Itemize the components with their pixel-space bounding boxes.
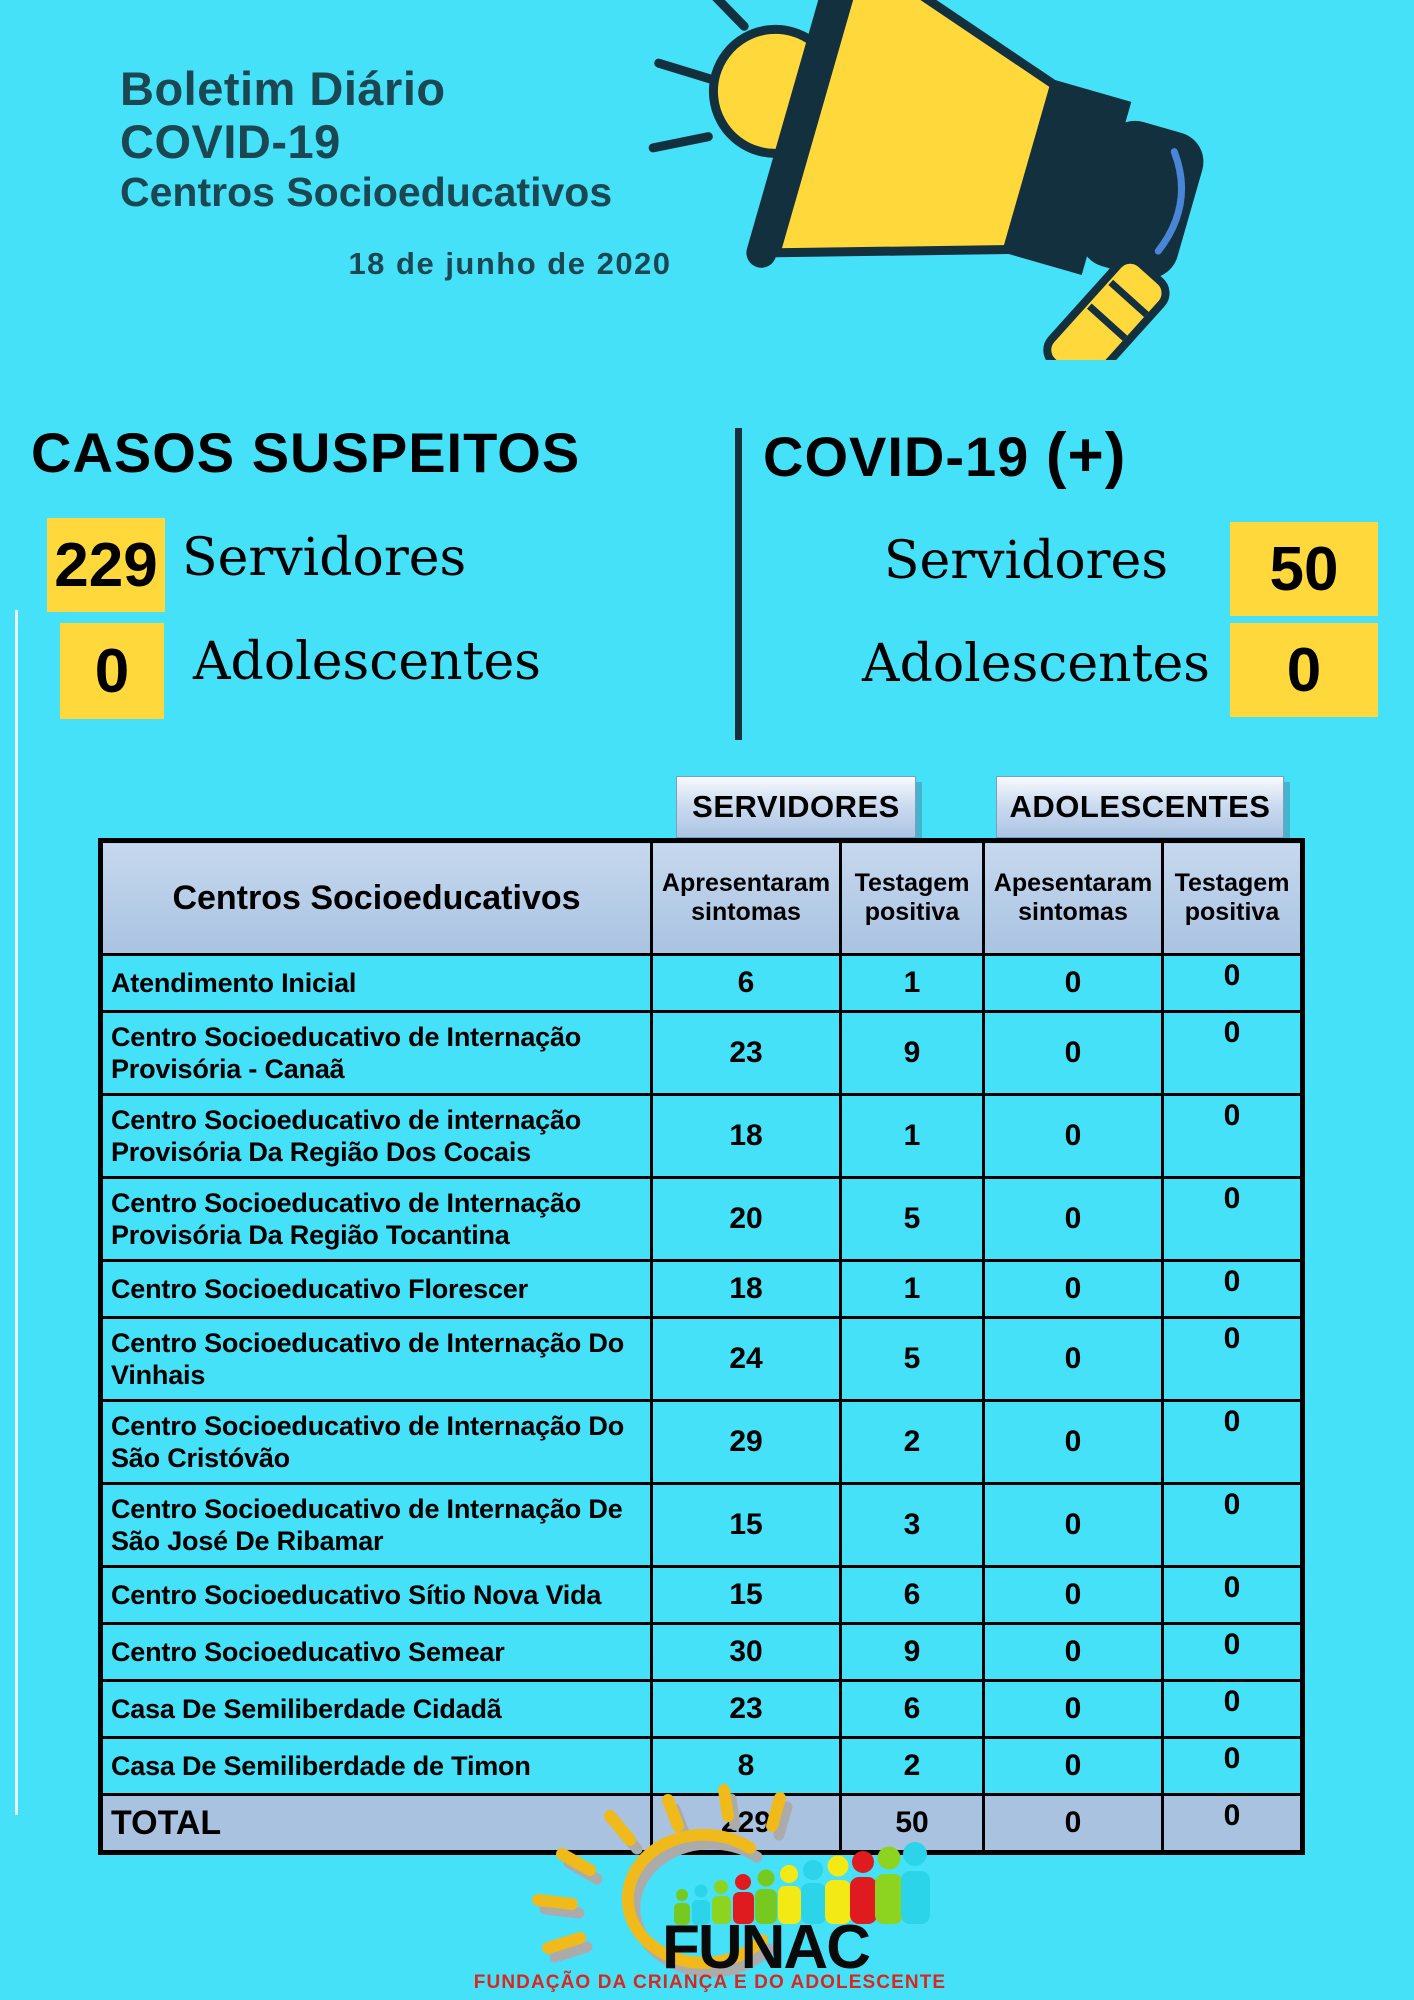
serv-symptoms-value: 6 [652,955,841,1012]
table-row [101,1681,1303,1738]
adol-positive-value: 0 [1163,1484,1303,1567]
adol-symptoms-value: 0 [984,1318,1163,1401]
bulletin-date: 18 de junho de 2020 [348,246,672,281]
serv-positive-value: 3 [841,1484,984,1567]
table-row [101,1261,1303,1318]
adolescents-group-badge: ADOLESCENTES [996,776,1284,838]
center-name: Casa De Semiliberdade Cidadã [101,1681,652,1738]
col-header-serv-symptoms: Apresentaram sintomas [652,841,841,955]
center-name: Centro Socioeducativo de Internação Provisória Da Região Tocantina [101,1178,652,1261]
positive-adolescents-label: Adolescentes [862,634,1210,694]
adol-symptoms-value: 0 [984,1178,1163,1261]
funac-logo [430,1782,990,1996]
serv-symptoms-value: 15 [652,1567,841,1624]
title-line-2: COVID-19 [120,115,341,168]
suspected-servers-count: 229 [47,518,165,612]
suspected-cases-heading: CASOS SUSPEITOS [31,421,581,484]
positive-heading-text: COVID-19 [763,425,1030,488]
serv-symptoms-value: 18 [652,1095,841,1178]
adol-symptoms-value: 0 [984,1738,1163,1795]
serv-positive-value: 2 [841,1401,984,1484]
megaphone-icon [610,0,1270,360]
table-row [101,1567,1303,1624]
serv-positive-value: 1 [841,1095,984,1178]
adol-symptoms-value: 0 [984,1261,1163,1318]
serv-symptoms-value: 30 [652,1624,841,1681]
funac-logo-art [430,1782,990,1996]
serv-symptoms-value: 23 [652,1012,841,1095]
serv-symptoms-value: 8 [652,1738,841,1795]
funac-wordmark: FUNAC [662,1913,869,1982]
center-name: Centro Socioeducativo de internação Provisória Da Região Dos Cocais [101,1095,652,1178]
positive-heading-plus: (+) [1045,421,1127,490]
adol-positive-value: 0 [1163,1318,1303,1401]
serv-positive-value: 5 [841,1178,984,1261]
adol-positive-value: 0 [1163,1738,1303,1795]
adol-symptoms-value: 0 [984,1681,1163,1738]
adol-symptoms-value: 0 [984,955,1163,1012]
center-name: Centro Socioeducativo de Internação Do Vinhais [101,1318,652,1401]
center-name: Atendimento Inicial [101,955,652,1012]
positive-servers-label: Servidores [883,531,1168,591]
serv-positive-value: 2 [841,1738,984,1795]
page-edge-line [15,610,18,1815]
serv-positive-value: 6 [841,1681,984,1738]
table-row [101,1012,1303,1095]
adol-symptoms-value: 0 [984,1624,1163,1681]
serv-symptoms-value: 24 [652,1318,841,1401]
table-row [101,1318,1303,1401]
center-name: Centro Socioeducativo de Internação Provisória - Canaã [101,1012,652,1095]
total-adol-positive: 0 [1163,1795,1303,1853]
adol-positive-value: 0 [1163,1261,1303,1318]
section-divider [735,428,742,740]
suspected-adolescents-count: 0 [60,623,164,719]
adol-positive-value: 0 [1163,1178,1303,1261]
total-adol-symptoms: 0 [984,1795,1163,1853]
col-header-adol-symptoms: Apesentaram sintomas [984,841,1163,955]
adol-positive-value: 0 [1163,1681,1303,1738]
center-name: Casa De Semiliberdade de Timon [101,1738,652,1795]
center-name: Centro Socioeducativo Florescer [101,1261,652,1318]
adol-symptoms-value: 0 [984,1567,1163,1624]
serv-symptoms-value: 18 [652,1261,841,1318]
center-name: Centro Socioeducativo de Internação Do São Cristóvão [101,1401,652,1484]
serv-symptoms-value: 15 [652,1484,841,1567]
table-row [101,1095,1303,1178]
adol-symptoms-value: 0 [984,1012,1163,1095]
table-header-row [101,841,1303,955]
serv-positive-value: 9 [841,1012,984,1095]
adol-positive-value: 0 [1163,1401,1303,1484]
positive-cases-heading [763,420,1126,491]
suspected-adolescents-label: Adolescentes [193,632,541,692]
title-line-1: Boletim Diário [120,62,446,115]
positive-servers-count: 50 [1230,522,1378,616]
table-row [101,1484,1303,1567]
col-header-centers: Centros Socioeducativos [101,841,652,955]
title-line-3: Centros Socioeducativos [120,169,613,215]
center-name: Centro Socioeducativo Semear [101,1624,652,1681]
center-name: Centro Socioeducativo de Internação De São José De Ribamar [101,1484,652,1567]
adol-positive-value: 0 [1163,1567,1303,1624]
col-header-serv-positive: Testagem positiva [841,841,984,955]
page-title [120,62,612,217]
serv-positive-value: 1 [841,1261,984,1318]
adol-symptoms-value: 0 [984,1095,1163,1178]
serv-symptoms-value: 23 [652,1681,841,1738]
serv-symptoms-value: 29 [652,1401,841,1484]
adol-symptoms-value: 0 [984,1484,1163,1567]
adol-symptoms-value: 0 [984,1401,1163,1484]
serv-symptoms-value: 20 [652,1178,841,1261]
funac-tagline: FUNDAÇÃO DA CRIANÇA E DO ADOLESCENTE [473,1972,947,1993]
suspected-servers-label: Servidores [182,528,467,588]
adol-positive-value: 0 [1163,1624,1303,1681]
positive-adolescents-count: 0 [1230,623,1378,717]
centers-data-table [98,838,1305,1855]
servers-group-badge: SERVIDORES [676,776,916,838]
center-name: Centro Socioeducativo Sítio Nova Vida [101,1567,652,1624]
table-row [101,1401,1303,1484]
col-header-adol-positive: Testagem positiva [1163,841,1303,955]
table-row [101,1178,1303,1261]
table-row [101,955,1303,1012]
serv-positive-value: 9 [841,1624,984,1681]
serv-positive-value: 1 [841,955,984,1012]
serv-positive-value: 6 [841,1567,984,1624]
adol-positive-value: 0 [1163,1012,1303,1095]
total-label: TOTAL [101,1795,652,1853]
serv-positive-value: 5 [841,1318,984,1401]
adol-positive-value: 0 [1163,955,1303,1012]
total-serv-symptoms: 229 [652,1795,841,1853]
table-row [101,1624,1303,1681]
adol-positive-value: 0 [1163,1095,1303,1178]
total-serv-positive: 50 [841,1795,984,1853]
